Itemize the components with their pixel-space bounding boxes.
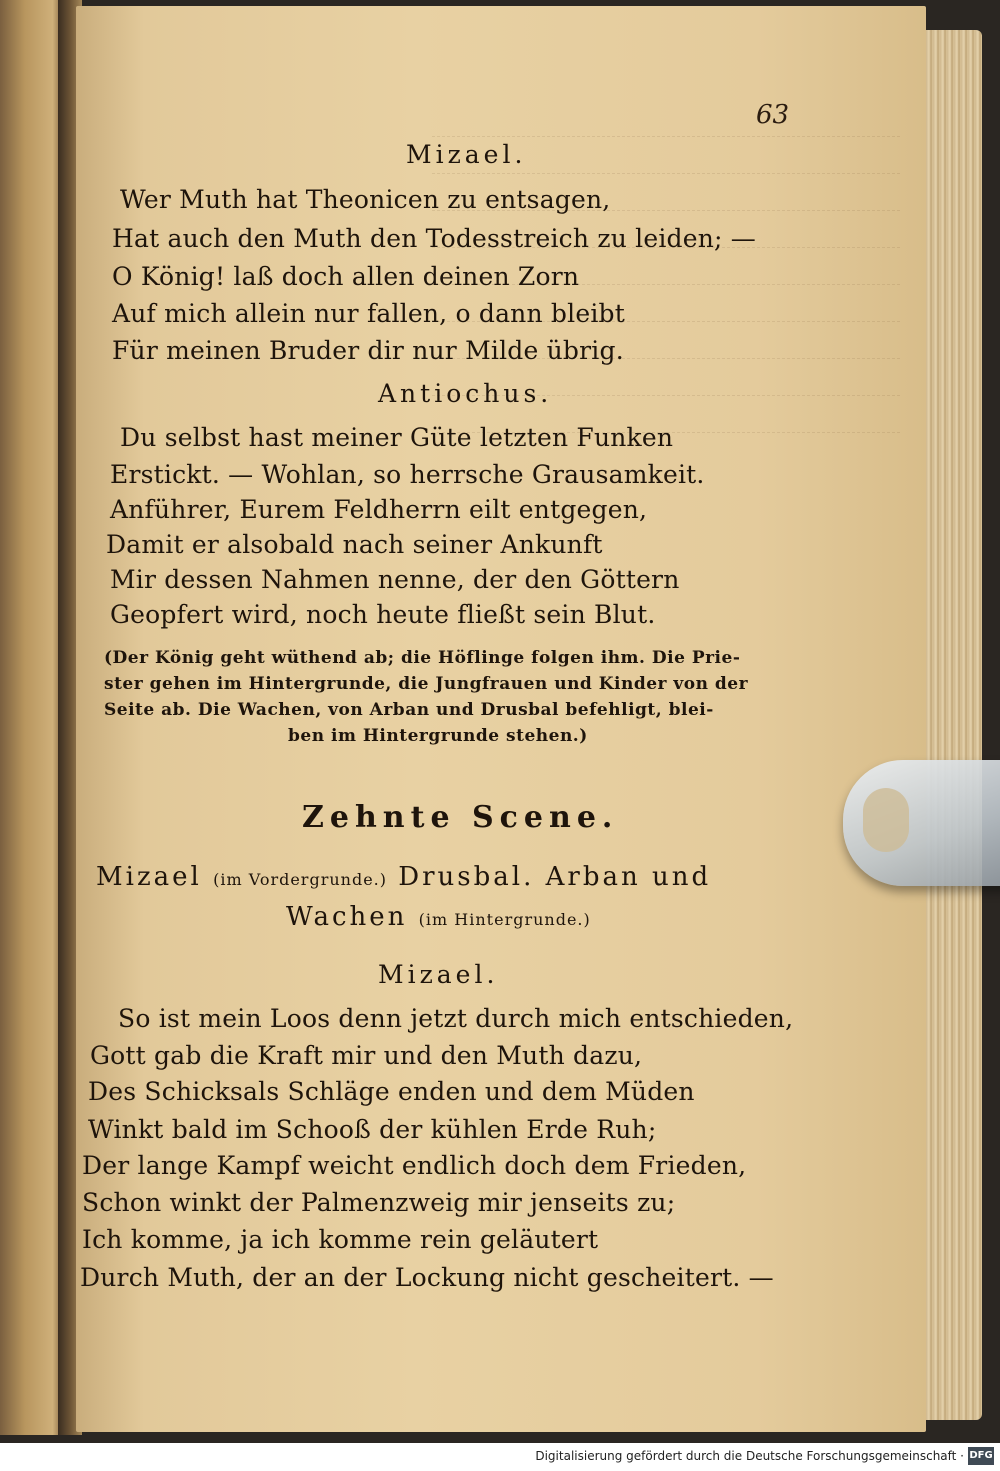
left-page-edge: [0, 0, 62, 1435]
footer-credit: Digitalisierung gefördert durch die Deutsche Forschungsgemeinschaft ·: [535, 1449, 964, 1463]
cast-name: Wachen: [286, 902, 408, 932]
verse-line: Gott gab die Kraft mir und den Muth dazu,: [90, 1041, 643, 1070]
verse-line: Erstickt. — Wohlan, so herrsche Grausamkeit.: [110, 460, 705, 489]
verse-line: Winkt bald im Schooß der kühlen Erde Ruh;: [88, 1115, 657, 1144]
verse-line: O König! laß doch allen deinen Zorn: [112, 262, 580, 291]
dfg-logo-icon: DFG: [968, 1447, 994, 1465]
cast-list: [286, 902, 591, 932]
verse-line: So ist mein Loos denn jetzt durch mich entschieden,: [118, 1004, 794, 1033]
page-edges: [926, 30, 982, 1420]
scene-heading: Zehnte Scene.: [302, 800, 619, 835]
verse-line: Geopfert wird, noch heute fließt sein Blut.: [110, 600, 656, 629]
verse-line: Für meinen Bruder dir nur Milde übrig.: [112, 336, 624, 365]
stage-direction: Seite ab. Die Wachen, von Arban und Drusbal befehligt, blei-: [104, 700, 714, 720]
verse-line: Hat auch den Muth den Todesstreich zu leiden; —: [112, 224, 756, 253]
page-clip: [843, 760, 1000, 886]
verse-line: Anführer, Eurem Feldherrn eilt entgegen,: [110, 495, 648, 524]
cast-rest: Drusbal. Arban und: [398, 862, 712, 892]
page-number: 63: [756, 100, 790, 130]
verse-line: Auf mich allein nur fallen, o dann bleibt: [112, 299, 625, 328]
verse-line: Schon winkt der Palmenzweig mir jenseits zu;: [82, 1188, 676, 1217]
verse-line: Wer Muth hat Theonicen zu entsagen,: [120, 185, 611, 214]
cast-name: Mizael: [96, 862, 202, 892]
stage-direction: ster gehen im Hintergrunde, die Jungfrauen und Kinder von der: [104, 674, 749, 694]
verse-line: Ich komme, ja ich komme rein geläutert: [82, 1225, 599, 1254]
verse-line: Damit er alsobald nach seiner Ankunft: [106, 530, 603, 559]
cast-note: (im Vordergrunde.): [213, 870, 387, 889]
stage-direction: (Der König geht wüthend ab; die Höflinge folgen ihm. Die Prie-: [104, 648, 741, 668]
verse-line: Du selbst hast meiner Güte letzten Funken: [120, 423, 674, 452]
verse-line: Durch Muth, der an der Lockung nicht gescheitert. —: [80, 1263, 774, 1292]
verse-line: Mir dessen Nahmen nenne, der den Göttern: [110, 565, 680, 594]
speaker-name: Mizael.: [378, 960, 499, 989]
verse-line: Des Schicksals Schläge enden und dem Müden: [88, 1077, 695, 1106]
speaker-name: Antiochus.: [378, 379, 553, 408]
speaker-name: Mizael.: [406, 140, 527, 169]
verse-line: Der lange Kampf weicht endlich doch dem Frieden,: [82, 1151, 747, 1180]
cast-note: (im Hintergrunde.): [418, 910, 591, 929]
stage-direction: ben im Hintergrunde stehen.): [288, 726, 588, 746]
cast-list: [96, 862, 711, 892]
